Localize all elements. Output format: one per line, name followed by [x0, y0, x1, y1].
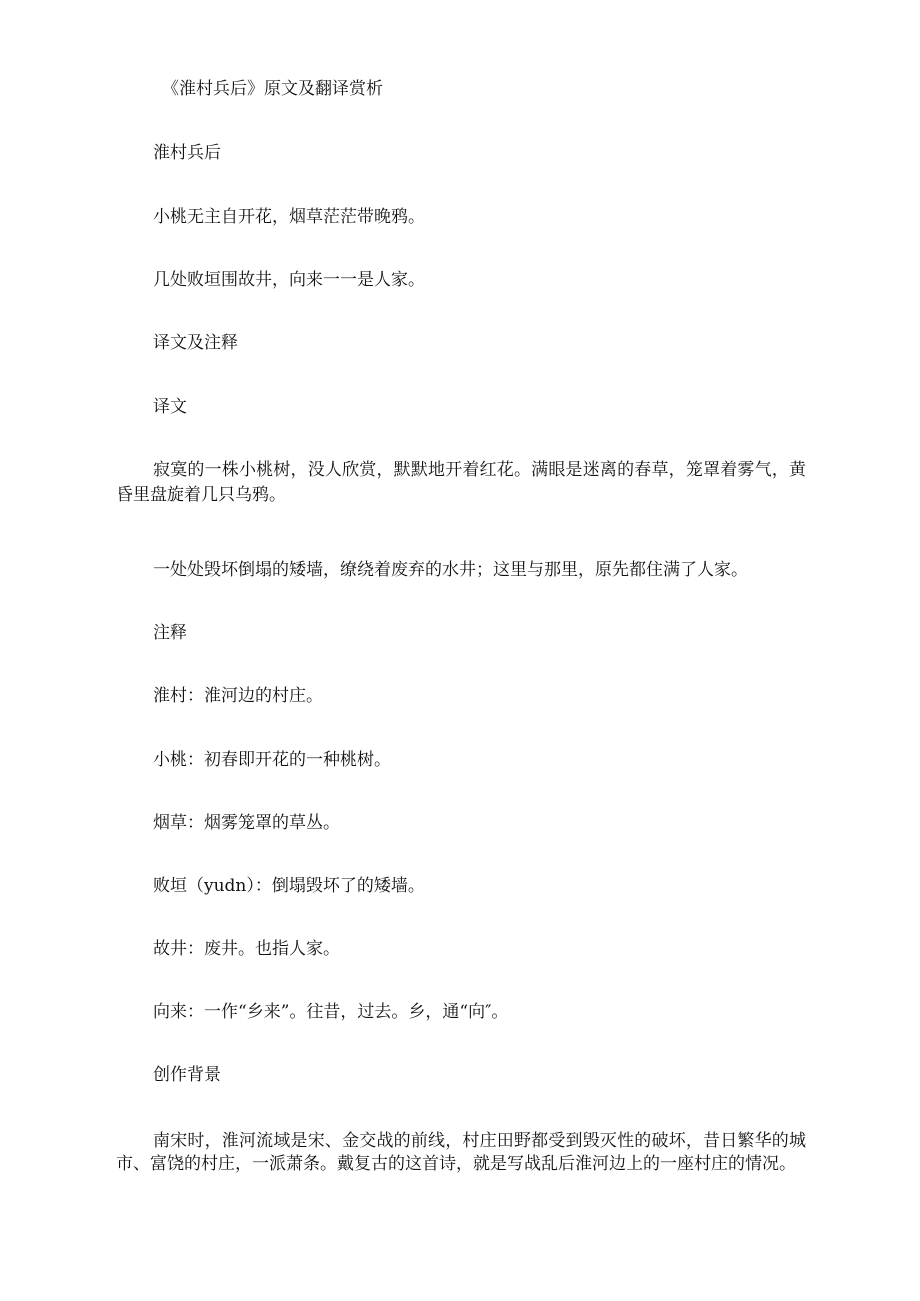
document-title: 《淮村兵后》原文及翻译赏析 [162, 79, 383, 99]
translation-notes-heading: 译文及注释 [153, 333, 238, 353]
translation-heading: 译文 [153, 397, 187, 417]
translation-paragraph-1: 寂寞的一株小桃树，没人欣赏，默默地开着红花。满眼是迷离的春草，笼罩着雾气，黄昏里盘旋着几只乌鸦。 [116, 460, 806, 505]
poem-line-2: 几处败垣围故井，向来一一是人家。 [153, 270, 425, 290]
note-item: 淮村：淮河边的村庄。 [153, 686, 323, 706]
background-paragraph: 南宋时，淮河流域是宋、金交战的前线，村庄田野都受到毁灭性的破坏，昔日繁华的城市、富饶的村庄，一派萧条。戴复古的这首诗，就是写战乱后淮河边上的一座村庄的情况。 [116, 1131, 806, 1174]
note-item: 故井：废井。也指人家。 [153, 939, 340, 959]
background-heading: 创作背景 [153, 1065, 221, 1085]
poem-title: 淮村兵后 [153, 143, 221, 163]
note-item: 烟草：烟雾笼罩的草丛。 [153, 813, 340, 833]
translation-paragraph-2: 一处处毁坏倒塌的矮墙，缭绕着废弃的水井；这里与那里，原先都住满了人家。 [153, 560, 748, 580]
notes-heading: 注释 [153, 623, 187, 643]
note-item: 败垣（yudn）：倒塌毁坏了的矮墙。 [153, 876, 425, 896]
note-item: 向来：一作“乡来”。往昔，过去。乡，通“向″。 [153, 1002, 509, 1022]
poem-line-1: 小桃无主自开花，烟草茫茫带晚鸦。 [153, 207, 425, 227]
note-item: 小桃：初春即开花的一种桃树。 [153, 750, 391, 770]
